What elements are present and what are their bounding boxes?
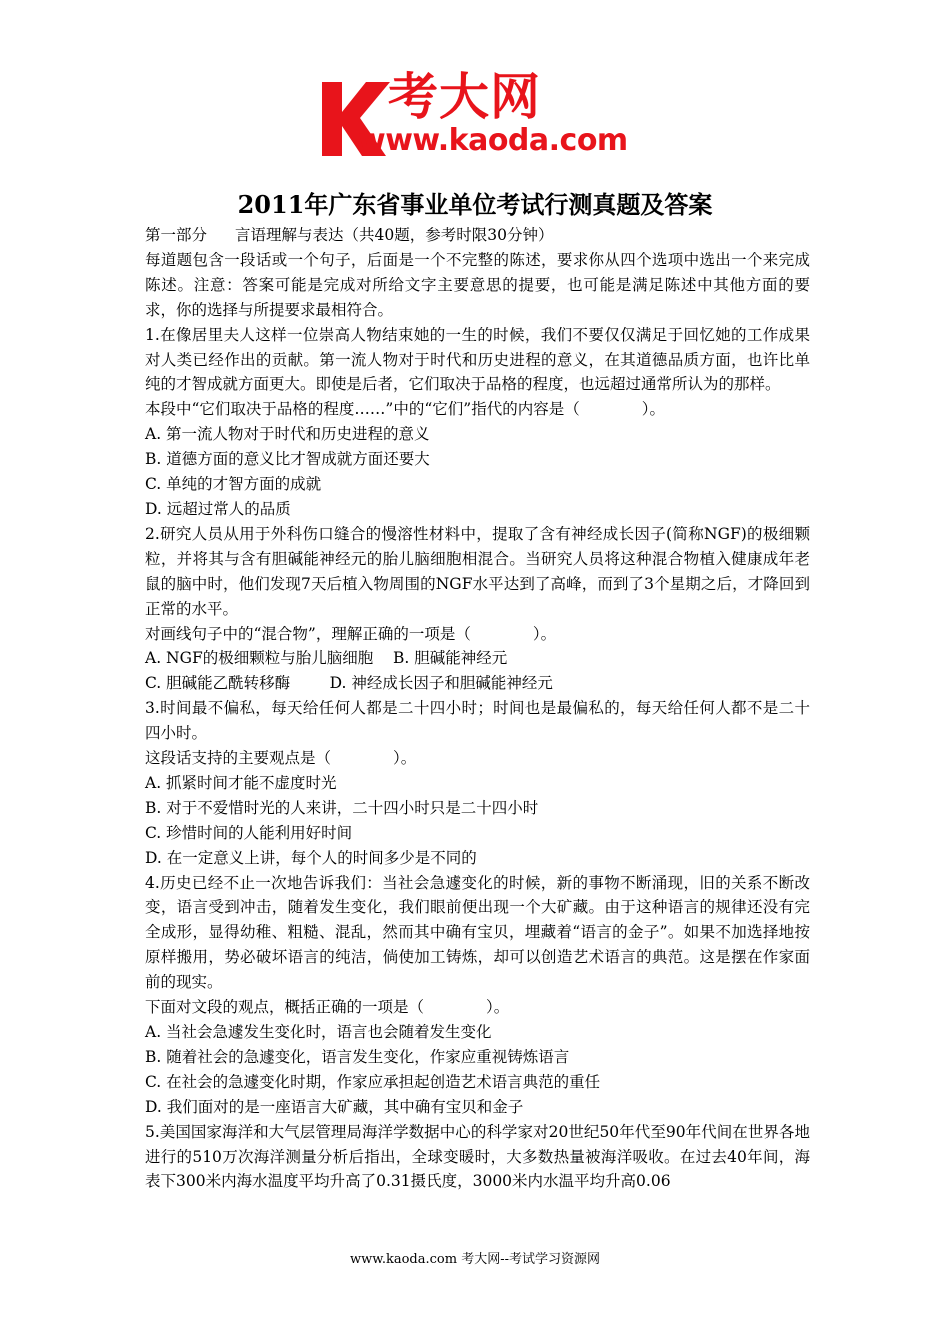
section-name: 言语理解与表达（共40题，参考时限30分钟）	[235, 226, 554, 244]
q4-option-a: A. 当社会急遽发生变化时，语言也会随着发生变化	[145, 1023, 492, 1041]
q3-question: 这段话支持的主要观点是（ ）。	[145, 749, 417, 768]
logo-url-text: www.kaoda.com	[358, 123, 628, 158]
q5-stem: 5.美国国家海洋和大气层管理局海洋学数据中心的科学家对20世纪50年代至90年代间在世界各地进行的510万次海洋测量分析后指出，全球变暖时，大多数热量被海洋吸收。在过去40年间，海表下300米内海水温度平均升高了0.31摄氏度，3000米内水温平均升高0.06	[145, 1122, 810, 1191]
q2-question: 对画线句子中的“混合物”，理解正确的一项是（ ）。	[145, 624, 557, 643]
kaoda-logo	[316, 68, 646, 160]
q4-option-c: C. 在社会的急遽变化时期，作家应承担起创造艺术语言典范的重任	[145, 1072, 601, 1091]
q3-option-d: D. 在一定意义上讲，每个人的时间多少是不同的	[145, 848, 477, 867]
q3-option-c: C. 珍惜时间的人能利用好时间	[145, 823, 353, 842]
q2-option-d: D. 神经成长因子和胆碱能神经元	[329, 674, 553, 693]
q1-stem: 1.在像居里夫人这样一位崇高人物结束她的一生的时候，我们不要仅仅满足于回忆她的工作成果对人类已经作出的贡献。第一流人物对于时代和历史进程的意义，在其道德品质方面，也许比单纯的才智成就方面更大。即使是后者，它们取决于品格的程度，也远超过通常所认为的那样。	[145, 325, 810, 394]
q2-stem: 2.研究人员从用于外科伤口缝合的慢溶性材料中，提取了含有神经成长因子(简称NGF)的极细颗粒，并将其与含有胆碱能神经元的胎儿脑细胞相混合。当研究人员将这种混合物植入健康成年老鼠的脑中时，他们发现7天后植入物周围的NGF水平达到了高峰，而到了3个星期之后，才降回到正常的水平。	[145, 524, 810, 618]
q4-option-b: B. 随着社会的急遽变化，语言发生变化，作家应重视铸炼语言	[145, 1047, 570, 1066]
q1-question: 本段中“它们取决于品格的程度……”中的“它们”指代的内容是（ ）。	[145, 400, 665, 419]
q2-option-a: A. NGF的极细颗粒与胎儿脑细胞	[145, 649, 374, 668]
document-body	[145, 223, 810, 1194]
page-title: 2011年广东省事业单位考试行测真题及答案	[237, 190, 713, 219]
q1-option-d: D. 远超过常人的品质	[145, 499, 291, 518]
q2-option-c: C. 胆碱能乙酰转移酶	[145, 674, 291, 693]
q2-options-cd	[145, 671, 810, 696]
q3-option-b: B. 对于不爱惜时光的人来讲，二十四小时只是二十四小时	[145, 798, 539, 817]
q1-option-a: A. 第一流人物对于时代和历史进程的意义	[145, 425, 430, 444]
q4-question: 下面对文段的观点，概括正确的一项是（ ）。	[145, 998, 510, 1017]
logo-chinese-text: 考大网	[388, 68, 541, 126]
intro-paragraph: 每道题包含一段话或一个句子，后面是一个不完整的陈述，要求你从四个选项中选出一个来完成陈述。注意：答案可能是完成对所给文字主要意思的提要，也可能是满足陈述中其他方面的要求，你的选择与所提要求最相符合。	[145, 250, 810, 319]
page-footer: www.kaoda.com 考大网--考试学习资源网	[350, 1252, 600, 1267]
section-heading	[145, 223, 810, 248]
q3-stem: 3.时间最不偏私，每天给任何人都是二十四小时；时间也是最偏私的，每天给任何人都不是二十四小时。	[145, 699, 810, 743]
q4-option-d: D. 我们面对的是一座语言大矿藏，其中确有宝贝和金子	[145, 1097, 524, 1116]
q1-option-b: B. 道德方面的意义比才智成就方面还要大	[145, 450, 430, 469]
q2-option-b: B. 胆碱能神经元	[392, 649, 508, 668]
q3-option-a: A. 抓紧时间才能不虚度时光	[145, 773, 337, 792]
q4-stem: 4.历史已经不止一次地告诉我们：当社会急遽变化的时候，新的事物不断涌现，旧的关系不断改变，语言受到冲击，随着发生变化，我们眼前便出现一个大矿藏。由于这种语言的规律还没有完全成形，显得幼稚、粗糙、混乱，然而其中确有宝贝，埋藏着“语言的金子”。如果不加选择地按原样搬用，势必破坏语言的纯洁，倘使加工铸炼，却可以创造艺术语言的典范。这是摆在作家面前的现实。	[145, 873, 810, 992]
q2-options-ab	[145, 646, 810, 671]
q1-option-c: C. 单纯的才智方面的成就	[145, 475, 322, 494]
section-part: 第一部分	[145, 226, 208, 244]
